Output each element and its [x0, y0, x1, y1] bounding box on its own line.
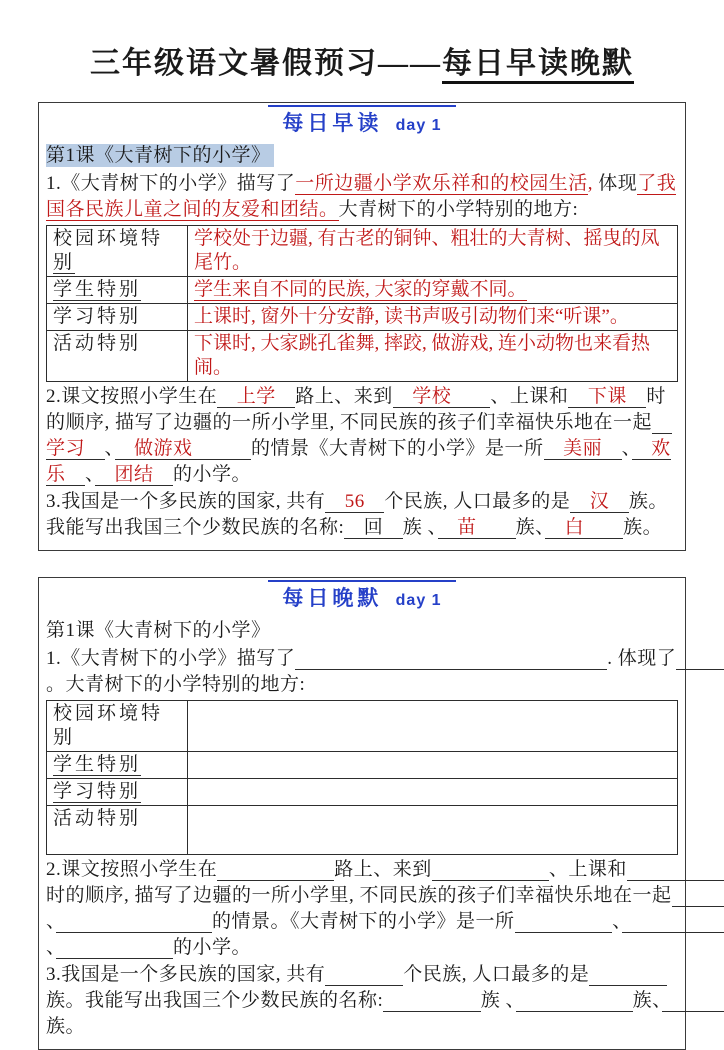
answer-blank: 上学 — [217, 386, 296, 407]
text-run: 。大青树下的小学特别的地方: — [46, 674, 306, 695]
dictation-question-3 — [46, 962, 678, 1040]
text-run: 了我国各民族儿童之间的友爱和团结。 — [46, 173, 677, 220]
text-run: 、 — [85, 464, 96, 485]
text-run: 路上、来到 — [295, 386, 393, 407]
reading-question-1 — [46, 171, 678, 223]
answer-blank: 下课 — [568, 386, 647, 407]
section-day-badge: day 1 — [395, 117, 442, 134]
section-title-cn: 每日早读 — [282, 111, 383, 135]
text-run: 族。 — [623, 517, 663, 538]
evening-dictation-section — [38, 577, 686, 1050]
text-run: 个民族, 人口最多的是 — [403, 964, 590, 985]
section-header-row — [46, 580, 678, 616]
text-run: 校园环境特 — [53, 228, 164, 249]
answer-blank: 56 — [325, 491, 385, 512]
text-run: 一所边疆小学欢乐祥和的校园生活 — [295, 173, 588, 194]
text-run: 、 — [612, 911, 623, 932]
section-header-row — [46, 105, 678, 141]
text-run: 学习特别 — [53, 781, 142, 802]
row-label-cell — [47, 806, 188, 855]
text-run: 活动特别 — [53, 333, 142, 354]
reading-features-table — [46, 225, 678, 382]
text-run: 上课时, 窗外十分安静, 读书声吸引动物们来“听课”。 — [194, 306, 629, 327]
answer-blank — [676, 648, 724, 670]
page-title-plain: 三年级语文暑假预习—— — [90, 47, 442, 80]
lesson-title-line — [46, 142, 678, 170]
text-run: 学校处于边疆, 有古老的铜钟、粗壮的大青树、摇曳的凤尾竹。 — [194, 228, 660, 273]
text-run: , — [587, 173, 599, 194]
text-run: 、上课和 — [548, 859, 627, 880]
text-run: 2.课文按照小学生在 — [46, 386, 218, 407]
row-answer-cell-empty[interactable] — [188, 806, 678, 855]
reading-question-2 — [46, 384, 678, 488]
table-row — [47, 331, 678, 382]
answer-blank — [383, 990, 481, 1012]
text-run: 族、 — [515, 517, 546, 538]
answer-blank: 团结 — [95, 464, 174, 485]
text-run: 族。 — [46, 1016, 86, 1037]
text-run: 1.《大青树下的小学》描写了 — [46, 648, 296, 669]
table-row — [47, 226, 678, 277]
text-run: 的小学。 — [173, 464, 252, 485]
text-run: 3.我国是一个多民族的国家, 共有 — [46, 491, 326, 512]
table-row — [47, 277, 678, 304]
dictation-features-table — [46, 700, 678, 855]
answer-blank: 汉 — [570, 491, 629, 512]
answer-blank — [627, 859, 724, 881]
text-run: 活动特别 — [53, 808, 142, 829]
row-label-cell — [47, 331, 188, 382]
morning-reading-header — [268, 105, 455, 141]
text-run: 大青树下的小学特别的地方: — [338, 199, 579, 220]
table-row — [47, 806, 678, 855]
row-content-cell — [188, 304, 678, 331]
text-run: 时的顺序, 描写了边疆的一所小学里, 不同民族的孩子们幸福快乐地在一起 — [46, 885, 672, 906]
answer-blank — [622, 911, 724, 933]
answer-blank — [516, 990, 633, 1012]
lesson-title-line — [46, 617, 678, 645]
answer-blank — [56, 911, 212, 933]
answer-blank: 欢乐 — [46, 438, 671, 485]
text-run: 、上课和 — [490, 386, 569, 407]
text-run: 族、 — [632, 990, 663, 1011]
answer-blank: 美丽 — [543, 438, 622, 459]
text-run: 别 — [53, 252, 76, 273]
answer-blank — [325, 964, 403, 986]
page-title — [38, 38, 686, 82]
evening-dictation-header — [268, 580, 455, 616]
text-run: 个民族, 人口最多的是 — [384, 491, 571, 512]
text-run: . 体现了 — [607, 648, 677, 669]
answer-blank: 学习 — [46, 412, 672, 459]
lesson-title: 第1课《大青树下的小学》 — [46, 620, 271, 641]
answer-blank: 回 — [344, 517, 403, 538]
row-content-cell — [188, 331, 678, 382]
text-run: 族。我能写出我国三个少数民族的名称: — [46, 990, 384, 1011]
row-label-cell — [47, 752, 188, 779]
text-run: 校园环境特 — [53, 703, 164, 724]
section-title-cn: 每日晚默 — [282, 586, 383, 610]
text-run: 下课时, 大家跳孔雀舞, 摔跤, 做游戏, 连小动物也来看热闹。 — [194, 333, 651, 378]
text-run: 的情景。《大青树下的小学》是一所 — [212, 911, 515, 932]
text-run: 族 、 — [402, 517, 438, 538]
row-answer-cell-empty[interactable] — [188, 779, 678, 806]
text-run: 学生来自不同的民族, 大家的穿戴不同。 — [194, 279, 527, 300]
reading-question-3 — [46, 489, 678, 541]
answer-blank: 苗 — [437, 517, 516, 538]
table-row — [47, 304, 678, 331]
text-run: 时的顺序, 描写了边疆的一所小学里, 不同民族的孩子们幸福快乐地在一起 — [46, 386, 666, 433]
text-run: 的情景《大青树下的小学》是一所 — [251, 438, 544, 459]
table-row — [47, 752, 678, 779]
table-row — [47, 779, 678, 806]
morning-reading-section — [38, 102, 686, 551]
row-answer-cell-empty[interactable] — [188, 752, 678, 779]
text-run: 学生特别 — [53, 279, 142, 300]
dictation-question-1 — [46, 646, 678, 698]
answer-blank: 白 — [545, 517, 624, 538]
text-run: 、 — [46, 937, 57, 958]
text-run: 3.我国是一个多民族的国家, 共有 — [46, 964, 326, 985]
answer-blank — [589, 964, 667, 986]
text-run: 族。我能写出我国三个少数民族的名称: — [46, 491, 668, 538]
text-run: 别 — [53, 727, 76, 748]
answer-blank: 做游戏 — [114, 438, 252, 459]
text-run: 族 、 — [480, 990, 516, 1011]
answer-blank — [515, 911, 613, 933]
text-run: 的小学。 — [173, 937, 252, 958]
answer-blank — [56, 937, 173, 959]
dictation-question-2 — [46, 857, 678, 961]
row-label-cell — [47, 304, 188, 331]
page-title-underlined: 每日早读晚默 — [442, 47, 634, 84]
row-content-cell — [188, 277, 678, 304]
text-run: 体现 — [598, 173, 638, 194]
row-content-cell — [188, 226, 678, 277]
text-run: 、 — [621, 438, 632, 459]
row-label-cell — [47, 277, 188, 304]
row-answer-cell-empty[interactable] — [188, 701, 678, 752]
row-label-cell — [47, 701, 188, 752]
answer-blank — [672, 885, 724, 907]
answer-blank — [217, 859, 334, 881]
row-label-cell — [47, 226, 188, 277]
answer-blank — [295, 648, 607, 670]
text-run: 路上、来到 — [334, 859, 432, 880]
text-run: 、 — [104, 438, 115, 459]
text-run: 学生特别 — [53, 754, 142, 775]
text-run: 学习特别 — [53, 306, 142, 327]
text-run: 、 — [46, 911, 57, 932]
lesson-title-highlighted: 第1课《大青树下的小学》 — [46, 144, 274, 167]
row-label-cell — [47, 779, 188, 806]
answer-blank — [432, 859, 549, 881]
answer-blank: 学校 — [392, 386, 491, 407]
text-run: 2.课文按照小学生在 — [46, 859, 218, 880]
section-day-badge: day 1 — [395, 592, 442, 609]
table-row — [47, 701, 678, 752]
answer-blank — [662, 990, 724, 1012]
text-run: 1.《大青树下的小学》描写了 — [46, 173, 296, 194]
